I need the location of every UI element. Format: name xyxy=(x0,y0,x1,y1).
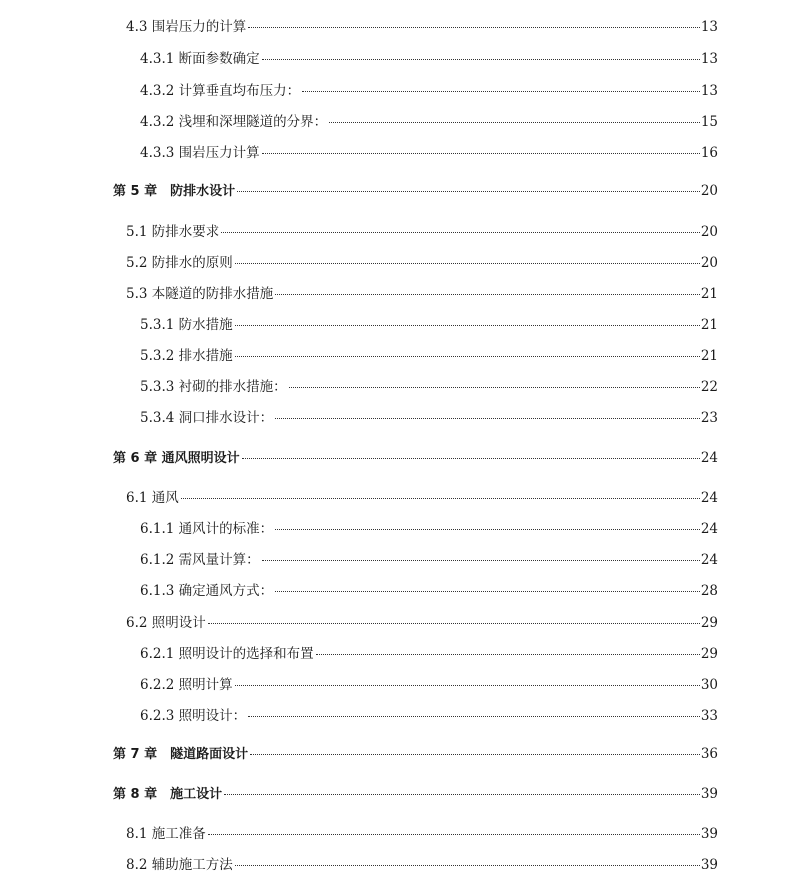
toc-entry[interactable] xyxy=(140,348,718,364)
toc-entry[interactable] xyxy=(140,708,718,724)
toc-entry-label: 4.3.3 围岩压力计算 xyxy=(140,145,260,161)
toc-entry[interactable] xyxy=(140,51,718,67)
toc-entry-page: 20 xyxy=(700,183,718,199)
toc-entry-page: 30 xyxy=(700,677,718,693)
toc-chapter[interactable] xyxy=(113,183,718,200)
toc-entry-page: 39 xyxy=(700,786,718,802)
toc-dot-leader xyxy=(208,623,700,624)
toc-entry-label: 6.2.1 照明设计的选择和布置 xyxy=(140,646,314,662)
toc-entry[interactable] xyxy=(140,410,718,426)
toc-dot-leader xyxy=(329,122,700,123)
toc-dot-leader xyxy=(248,27,700,28)
toc-entry[interactable] xyxy=(140,552,718,568)
toc-chapter[interactable] xyxy=(113,786,718,803)
toc-dot-leader xyxy=(235,325,700,326)
toc-entry[interactable] xyxy=(126,490,718,506)
toc-chapter-label: 第 6 章 通风照明设计 xyxy=(113,451,240,466)
toc-dot-leader xyxy=(250,754,700,755)
toc-entry-label: 4.3.2 浅埋和深埋隧道的分界： xyxy=(140,114,328,130)
toc-entry-label: 6.1.1 通风计的标准： xyxy=(140,521,274,537)
toc-entry-label: 5.3 本隧道的防排水措施 xyxy=(126,286,274,302)
toc-dot-leader xyxy=(208,834,700,835)
toc-entry-label: 5.3.1 防水措施 xyxy=(140,317,233,333)
toc-chapter[interactable] xyxy=(113,450,718,467)
toc-dot-leader xyxy=(275,529,700,530)
toc-entry-page: 24 xyxy=(700,521,718,537)
toc-entry[interactable] xyxy=(140,583,718,599)
toc-entry-label: 5.1 防排水要求 xyxy=(126,224,220,240)
toc-chapter-label: 第 8 章 施工设计 xyxy=(113,787,223,802)
toc-entry-label: 8.1 施工准备 xyxy=(126,826,206,842)
toc-entry-label: 4.3.2 计算垂直均布压力： xyxy=(140,83,301,99)
toc-entry-label: 5.2 防排水的原则 xyxy=(126,255,233,271)
toc-dot-leader xyxy=(262,59,700,60)
toc-entry[interactable] xyxy=(126,255,718,271)
toc-entry-page: 24 xyxy=(700,490,718,506)
toc-dot-leader xyxy=(224,794,700,795)
toc-entry-page: 21 xyxy=(700,317,718,333)
toc-entry[interactable] xyxy=(140,677,718,693)
toc-entry-label: 6.2.3 照明设计： xyxy=(140,708,247,724)
toc-chapter-label: 第 7 章 隧道路面设计 xyxy=(113,747,249,762)
toc-entry[interactable] xyxy=(126,224,718,240)
toc-dot-leader xyxy=(221,232,700,233)
toc-dot-leader xyxy=(242,458,700,459)
toc-entry-page: 29 xyxy=(700,646,718,662)
toc-dot-leader xyxy=(181,498,700,499)
toc-entry-page: 24 xyxy=(700,450,718,466)
toc-entry-page: 28 xyxy=(700,583,718,599)
toc-dot-leader xyxy=(275,418,700,419)
toc-entry[interactable] xyxy=(126,286,718,302)
toc-entry-page: 21 xyxy=(700,348,718,364)
toc-dot-leader xyxy=(235,356,700,357)
toc-dot-leader xyxy=(275,591,700,592)
toc-entry[interactable] xyxy=(140,317,718,333)
toc-entry-page: 22 xyxy=(700,379,718,395)
toc-entry[interactable] xyxy=(140,646,718,662)
toc-entry-page: 20 xyxy=(700,224,718,240)
toc-dot-leader xyxy=(262,560,700,561)
toc-dot-leader xyxy=(275,294,700,295)
toc-entry-page: 24 xyxy=(700,552,718,568)
toc-dot-leader xyxy=(248,716,700,717)
toc-dot-leader xyxy=(289,387,700,388)
toc-entry-label: 6.2 照明设计 xyxy=(126,615,206,631)
toc-entry-label: 6.1 通风 xyxy=(126,490,179,506)
toc-dot-leader xyxy=(316,654,700,655)
toc-entry-page: 39 xyxy=(700,857,718,873)
toc-entry[interactable] xyxy=(140,114,718,130)
toc-dot-leader xyxy=(262,153,700,154)
toc-entry-page: 21 xyxy=(700,286,718,302)
toc-entry-page: 13 xyxy=(700,83,718,99)
toc-entry-label: 4.3 围岩压力的计算 xyxy=(126,19,247,35)
toc-entry-label: 6.2.2 照明计算 xyxy=(140,677,233,693)
toc-entry-page: 23 xyxy=(700,410,718,426)
toc-entry[interactable] xyxy=(140,379,718,395)
toc-entry-label: 6.1.3 确定通风方式： xyxy=(140,583,274,599)
toc-entry-label: 8.2 辅助施工方法 xyxy=(126,857,233,873)
toc-entry-label: 4.3.1 断面参数确定 xyxy=(140,51,260,67)
toc-entry-label: 5.3.3 衬砌的排水措施： xyxy=(140,379,287,395)
toc-chapter[interactable] xyxy=(113,746,718,763)
toc-entry[interactable] xyxy=(140,145,718,161)
toc-entry[interactable] xyxy=(126,826,718,842)
toc-dot-leader xyxy=(235,685,700,686)
toc-dot-leader xyxy=(237,191,700,192)
toc-entry-label: 5.3.2 排水措施 xyxy=(140,348,233,364)
toc-entry-page: 29 xyxy=(700,615,718,631)
toc-dot-leader xyxy=(235,263,700,264)
toc-dot-leader xyxy=(235,865,700,866)
toc-entry-label: 6.1.2 需风量计算： xyxy=(140,552,260,568)
toc-entry-label: 5.3.4 洞口排水设计： xyxy=(140,410,274,426)
toc-entry-page: 15 xyxy=(700,114,718,130)
toc-entry[interactable] xyxy=(140,83,718,99)
toc-entry-page: 13 xyxy=(700,51,718,67)
toc-entry[interactable] xyxy=(140,521,718,537)
toc-entry[interactable] xyxy=(126,19,718,35)
toc-entry[interactable] xyxy=(126,615,718,631)
toc-entry-page: 36 xyxy=(700,746,718,762)
toc-entry-page: 20 xyxy=(700,255,718,271)
toc-entry[interactable] xyxy=(126,857,718,873)
toc-dot-leader xyxy=(302,91,700,92)
toc-entry-page: 39 xyxy=(700,826,718,842)
toc-chapter-label: 第 5 章 防排水设计 xyxy=(113,184,236,199)
toc-entry-page: 33 xyxy=(700,708,718,724)
toc-entry-page: 16 xyxy=(700,145,718,161)
toc-entry-page: 13 xyxy=(700,19,718,35)
